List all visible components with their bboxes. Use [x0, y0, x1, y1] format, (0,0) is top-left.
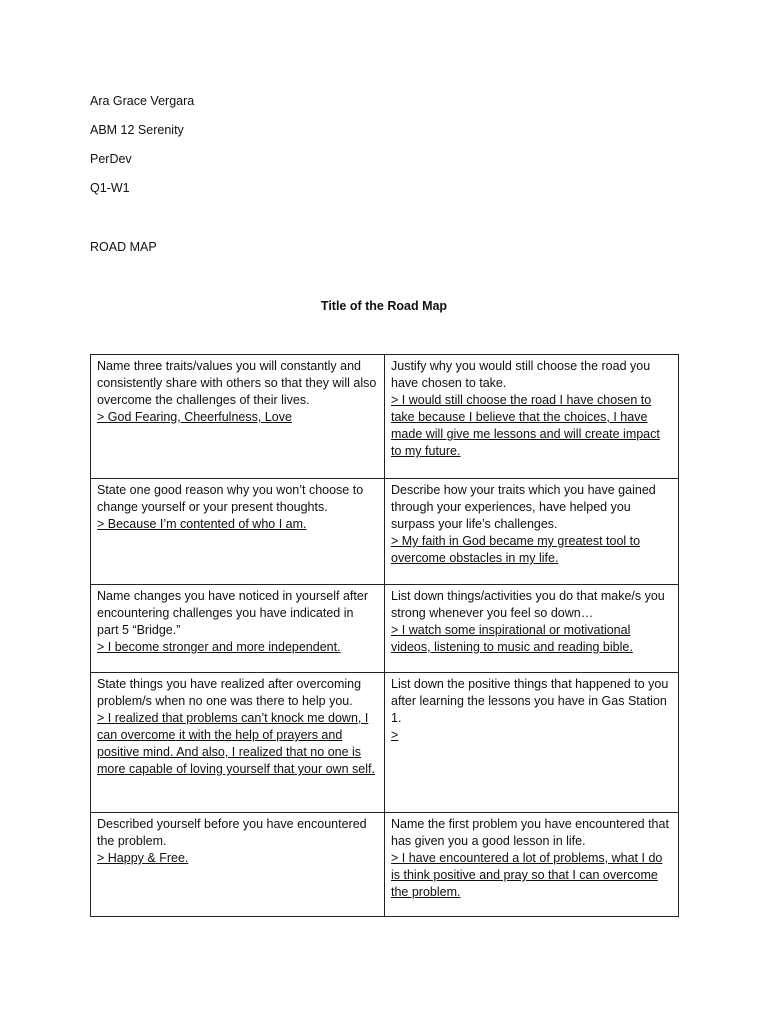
prompt-text: Described yourself before you have encountered the problem.	[97, 817, 367, 848]
student-section: ABM 12 Serenity	[90, 123, 184, 137]
table-cell	[385, 813, 679, 917]
answer-text: > God Fearing, Cheerfulness, Love	[97, 410, 292, 424]
table-cell	[91, 813, 385, 917]
answer-text: > I become stronger and more independent.	[97, 640, 341, 654]
table-cell	[385, 673, 679, 813]
prompt-text: List down things/activities you do that make/s you strong whenever you feel so down…	[391, 589, 665, 620]
table-cell	[91, 355, 385, 479]
road-map-table	[90, 354, 679, 917]
answer-text: > Because I’m contented of who I am.	[97, 517, 307, 531]
subject: PerDev	[90, 152, 132, 166]
answer-text: > My faith in God became my greatest tool to overcome obstacles in my life.	[391, 534, 641, 565]
student-name: Ara Grace Vergara	[90, 94, 195, 108]
table-cell	[385, 585, 679, 673]
table-row	[91, 479, 679, 585]
document-label: ROAD MAP	[90, 240, 157, 254]
answer-text: > I would still choose the road I have chosen to take because I believe that the choices, I have made will give me lessons and will create impact to my future.	[391, 393, 660, 458]
table-row	[91, 355, 679, 479]
table-row	[91, 813, 679, 917]
answer-text: > I watch some inspirational or motivational videos, listening to music and reading bible.	[391, 623, 633, 654]
table-row	[91, 585, 679, 673]
table-cell	[91, 673, 385, 813]
prompt-text: Justify why you would still choose the road you have chosen to take.	[391, 359, 651, 390]
prompt-text: Name changes you have noticed in yourself after encountering challenges you have indicated in part 5 “Bridge.”	[97, 589, 368, 637]
table-cell	[385, 479, 679, 585]
quarter-week: Q1-W1	[90, 181, 130, 195]
road-map-title: Title of the Road Map	[320, 299, 448, 313]
table-cell	[91, 479, 385, 585]
prompt-text: Name the first problem you have encountered that has given you a good lesson in life.	[391, 817, 669, 848]
prompt-text: List down the positive things that happened to you after learning the lessons you have in Gas Station 1.	[391, 677, 669, 725]
table-cell	[91, 585, 385, 673]
prompt-text: State one good reason why you won’t choose to change yourself or your present thoughts.	[97, 483, 364, 514]
answer-text: > I realized that problems can’t knock me down, I can overcome it with the help of prayers and positive mind. And also, I realized that no one is more capable of loving yourself that your own self.	[97, 711, 375, 776]
table-cell	[385, 355, 679, 479]
answer-text: > Happy & Free.	[97, 851, 189, 865]
answer-text: > I have encountered a lot of problems, what I do is think positive and pray so that I can overcome the problem.	[391, 851, 663, 899]
prompt-text: State things you have realized after overcoming problem/s when no one was there to help you.	[97, 677, 362, 708]
prompt-text: Describe how your traits which you have gained through your experiences, have helped you surpass your life’s challenges.	[391, 483, 656, 531]
table-row	[91, 673, 679, 813]
answer-text: >	[391, 728, 399, 742]
prompt-text: Name three traits/values you will constantly and consistently share with others so that they will also overcome the challenges of their lives.	[97, 359, 377, 407]
